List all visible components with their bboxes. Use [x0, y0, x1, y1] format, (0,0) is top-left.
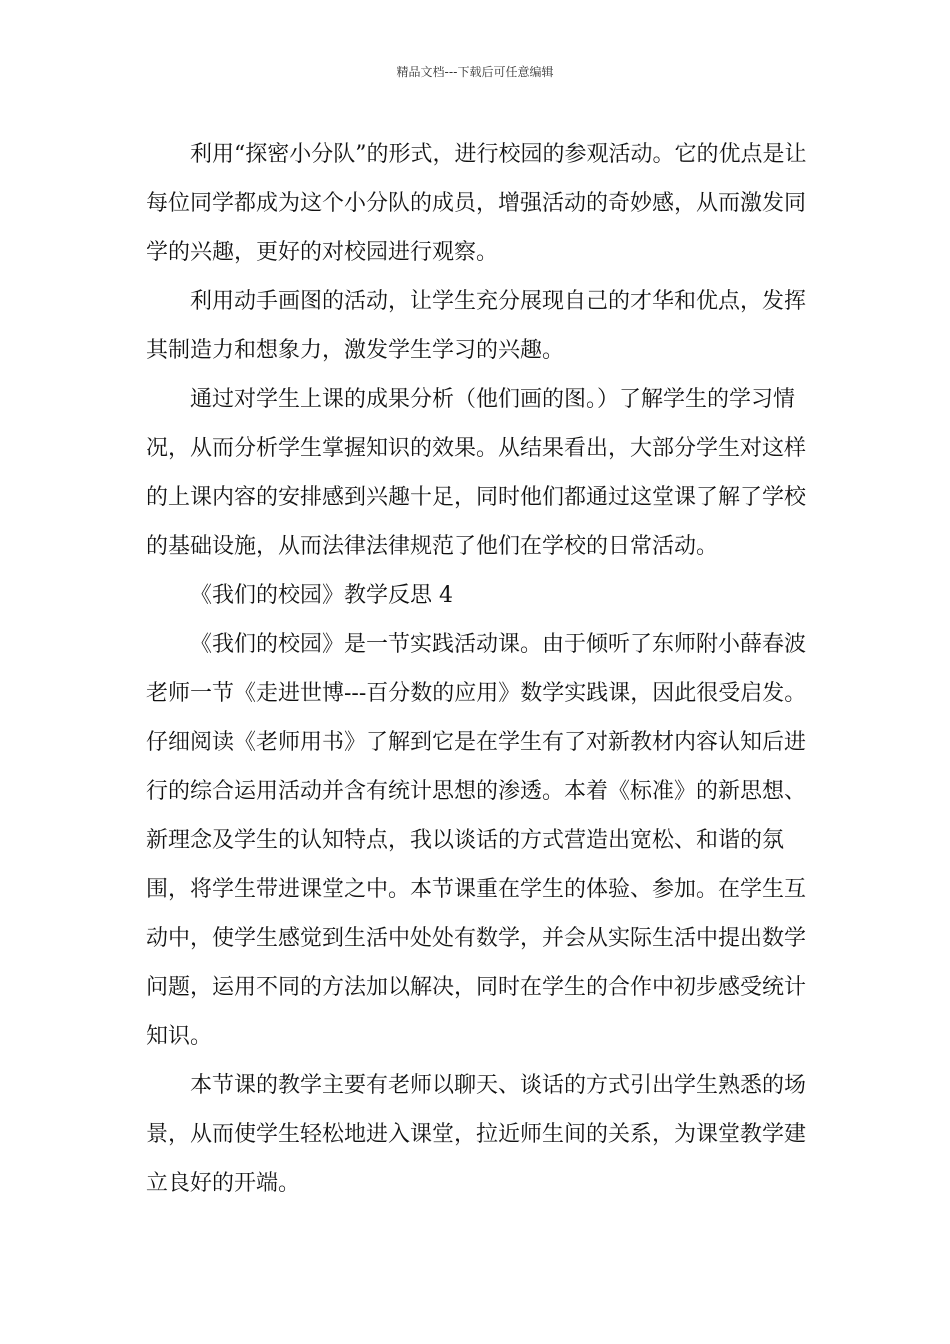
paragraph-2: 利用动手画图的活动，让学生充分展现自己的才华和优点，发挥其制造力和想象力，激发学生学习的兴趣。 [146, 289, 807, 363]
paragraph-1: 利用“探密小分队”的形式，进行校园的参观活动。它的优点是让每位同学都成为这个小分队的成员，增强活动的奇妙感，从而激发同学的兴趣，更好的对校园进行观察。 [146, 142, 807, 265]
document-body [146, 130, 810, 1208]
paragraph-4: 《我们的校园》是一节实践活动课。由于倾听了东师附小薛春波老师一节《走进世博---百分数的应用》数学实践课，因此很受启发。仔细阅读《老师用书》了解到它是在学生有了对新教材内容认知后进行的综合运用活动并含有统计思想的渗透。本着《标准》的新思想、新理念及学生的认知特点，我以谈话的方式营造出宽松、和谐的氛围，将学生带进课堂之中。本节课重在学生的体验、参加。在学生互动中，使学生感觉到生活中处处有数学，并会从实际生活中提出数学问题，运用不同的方法加以解决，同时在学生的合作中初步感受统计知识。 [146, 632, 807, 1049]
page-header: 精品文档---下载后可任意编辑 [396, 65, 554, 79]
paragraph-5: 本节课的教学主要有老师以聊天、谈话的方式引出学生熟悉的场景，从而使学生轻松地进入课堂，拉近师生间的关系，为课堂教学建立良好的开端。 [146, 1073, 807, 1196]
paragraph-3: 通过对学生上课的成果分析（他们画的图。）了解学生的学习情况，从而分析学生掌握知识的效果。从结果看出，大部分学生对这样的上课内容的安排感到兴趣十足，同时他们都通过这堂课了解了学校的基础设施，从而法律法律规范了他们在学校的日常活动。 [146, 387, 807, 559]
section-title: 《我们的校园》教学反思 4 [190, 583, 453, 608]
